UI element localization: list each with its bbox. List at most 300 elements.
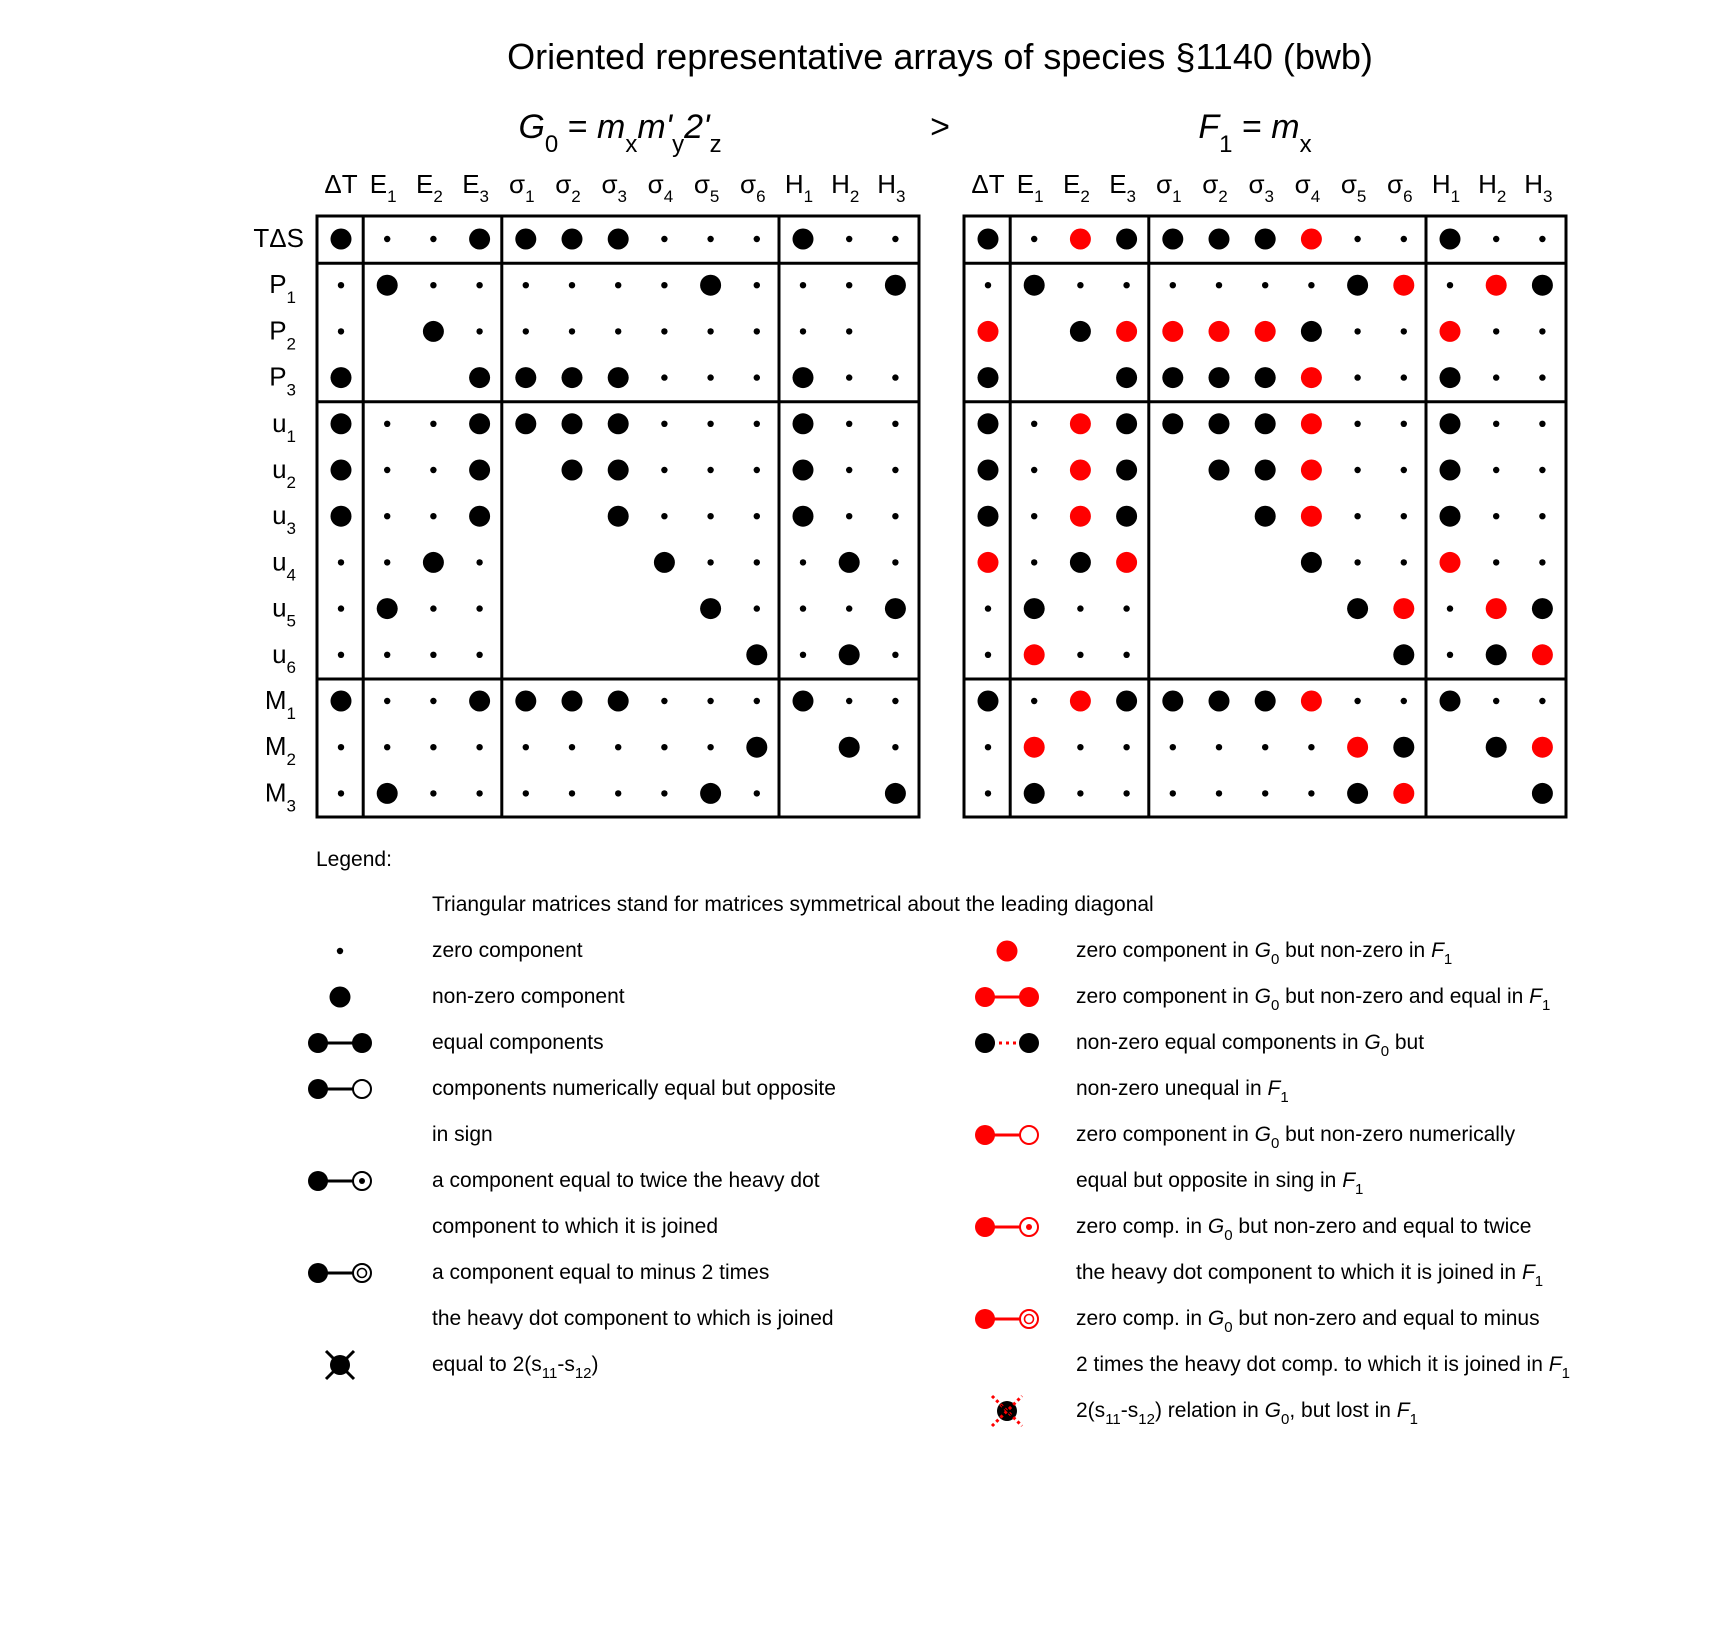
heading-g0: [518, 108, 721, 158]
legend-entry-text: non-zero component: [432, 985, 625, 1008]
zero-component-dot: [707, 744, 713, 750]
zero-component-dot: [661, 790, 667, 796]
zero-component-dot: [384, 513, 390, 519]
nonzero-component-dot: [1440, 413, 1461, 434]
zero-component-dot: [846, 328, 852, 334]
column-header: $\sigma_6$: [740, 169, 766, 206]
legend: [308, 848, 1570, 1428]
nonzero-component-dot: [423, 321, 444, 342]
zero-component-dot: [569, 328, 575, 334]
zero-component-dot: [1354, 328, 1360, 334]
nonzero-component-dot: [1209, 229, 1230, 250]
column-header: $E_3$: [1109, 169, 1137, 206]
zero-component-dot: [846, 236, 852, 242]
red-dot-circled-dot-icon: [975, 1217, 1038, 1237]
zero-component-dot: [384, 698, 390, 704]
column-header: ΔT: [971, 169, 1005, 199]
zero-component-dot: [615, 282, 621, 288]
zero-component-dot: [1123, 605, 1129, 611]
nonzero-component-dot: [793, 691, 814, 712]
nonzero-component-dot: [1116, 460, 1137, 481]
nonzero-component-dot: [746, 737, 767, 758]
nonzero-component-dot: [1162, 691, 1183, 712]
red-crossed-dot-icon: [992, 1396, 1022, 1426]
zero-component-dot: [430, 744, 436, 750]
nonzero-component-dot: [469, 691, 490, 712]
nonzero-component-dot: [608, 506, 629, 527]
changed-component-dot: [1255, 321, 1276, 342]
zero-component-dot: [1401, 698, 1407, 704]
legend-entry-text: zero comp. in $G_0$ but non-zero and equal to minus: [1076, 1307, 1540, 1336]
zero-component-dot: [661, 282, 667, 288]
zero-component-dot: [1031, 467, 1037, 473]
zero-component-dot: [1447, 652, 1453, 658]
column-header: $\sigma_3$: [1248, 169, 1274, 206]
zero-component-dot: [338, 605, 344, 611]
zero-component-dot: [1308, 790, 1314, 796]
column-header: $\sigma_2$: [1202, 169, 1228, 206]
nonzero-component-dot: [1393, 644, 1414, 665]
legend-note: Triangular matrices stand for matrices symmetrical about the leading diagonal: [432, 893, 1154, 916]
nonzero-component-dot: [377, 783, 398, 804]
changed-component-dot: [1070, 413, 1091, 434]
zero-component-dot: [1354, 698, 1360, 704]
changed-component-dot: [1532, 644, 1553, 665]
nonzero-component-dot: [515, 229, 536, 250]
nonzero-component-dot: [1116, 691, 1137, 712]
zero-component-dot: [1354, 236, 1360, 242]
heading-f1: [1198, 108, 1311, 158]
nonzero-component-dot: [1440, 691, 1461, 712]
heading-left-text: $G_0 = m_xm'_y2'_z$: [518, 108, 722, 158]
zero-component-dot: [384, 559, 390, 565]
nonzero-component-dot: [1116, 367, 1137, 388]
zero-component-dot: [661, 513, 667, 519]
column-header: $\sigma_1$: [1156, 169, 1182, 206]
column-header: $H_3$: [1524, 169, 1553, 206]
changed-component-dot: [1301, 229, 1322, 250]
nonzero-component-dot: [469, 460, 490, 481]
zero-component-dot: [476, 652, 482, 658]
zero-component-dot: [846, 513, 852, 519]
nonzero-component-dot: [1024, 598, 1045, 619]
zero-component-dot: [476, 605, 482, 611]
row-header: $u_1$: [272, 407, 296, 446]
nonzero-component-dot: [885, 783, 906, 804]
zero-component-dot: [1308, 744, 1314, 750]
nonzero-component-dot: [1116, 413, 1137, 434]
column-header: $E_2$: [415, 169, 443, 206]
zero-component-dot: [1077, 282, 1083, 288]
zero-component-dot: [1354, 467, 1360, 473]
nonzero-component-dot: [839, 737, 860, 758]
nonzero-component-dot: [515, 367, 536, 388]
nonzero-component-dot: [608, 460, 629, 481]
nonzero-component-dot: [700, 783, 721, 804]
red-dot-double-circle-icon: [975, 1309, 1038, 1329]
legend-entry-text: zero component in $G_0$ but non-zero numerically: [1076, 1123, 1516, 1152]
zero-component-dot: [892, 698, 898, 704]
nonzero-component-dot: [793, 413, 814, 434]
zero-component-dot: [523, 744, 529, 750]
zero-component-dot: [1493, 421, 1499, 427]
row-header: $u_6$: [272, 638, 296, 677]
nonzero-component-dot: [469, 506, 490, 527]
zero-component-dot: [1539, 467, 1545, 473]
zero-component-dot: [1170, 790, 1176, 796]
zero-component-dot: [661, 744, 667, 750]
zero-component-dot: [569, 790, 575, 796]
zero-component-dot: [892, 421, 898, 427]
small-dot-icon: [337, 948, 343, 954]
zero-component-dot: [1170, 744, 1176, 750]
zero-component-dot: [661, 374, 667, 380]
legend-entry-text: equal but opposite in sing in $F_1$: [1076, 1169, 1364, 1198]
nonzero-component-dot: [1440, 367, 1461, 388]
legend-entry-text: equal to $2(s_{11}-s_{12})$: [432, 1353, 599, 1382]
zero-component-dot: [800, 282, 806, 288]
nonzero-component-dot: [1255, 460, 1276, 481]
nonzero-component-dot: [608, 229, 629, 250]
legend-entry-text: equal components: [432, 1031, 604, 1054]
zero-component-dot: [754, 328, 760, 334]
column-header: $\sigma_4$: [647, 169, 674, 206]
zero-component-dot: [754, 559, 760, 565]
column-header: $H_1$: [1431, 169, 1461, 206]
nonzero-component-dot: [1255, 367, 1276, 388]
nonzero-component-dot: [331, 229, 352, 250]
zero-component-dot: [754, 374, 760, 380]
nonzero-component-dot: [562, 460, 583, 481]
zero-component-dot: [985, 282, 991, 288]
zero-component-dot: [754, 513, 760, 519]
large-dot-icon: [330, 987, 351, 1008]
zero-component-dot: [800, 605, 806, 611]
zero-component-dot: [707, 698, 713, 704]
legend-entry-text: in sign: [432, 1123, 493, 1146]
column-header: $\sigma_1$: [509, 169, 535, 206]
column-header: $\sigma_5$: [693, 169, 720, 206]
zero-component-dot: [1077, 652, 1083, 658]
row-header: TΔS: [253, 223, 304, 253]
nonzero-component-dot: [608, 413, 629, 434]
row-header: $P_1$: [269, 269, 296, 308]
zero-component-dot: [1077, 744, 1083, 750]
nonzero-component-dot: [1486, 737, 1507, 758]
zero-component-dot: [1493, 698, 1499, 704]
zero-component-dot: [1539, 421, 1545, 427]
zero-component-dot: [338, 328, 344, 334]
nonzero-component-dot: [1255, 413, 1276, 434]
zero-component-dot: [338, 790, 344, 796]
column-header: $E_1$: [369, 169, 397, 206]
legend-entry-text: non-zero equal components in $G_0$ but: [1076, 1031, 1425, 1060]
dotted-joined-dots-icon: [975, 1033, 1039, 1053]
changed-component-dot: [1486, 598, 1507, 619]
zero-component-dot: [615, 790, 621, 796]
zero-component-dot: [1123, 652, 1129, 658]
matrix-g0: [253, 169, 919, 817]
zero-component-dot: [1539, 513, 1545, 519]
zero-component-dot: [1262, 282, 1268, 288]
zero-component-dot: [1493, 467, 1499, 473]
red-joined-dots-icon: [975, 987, 1039, 1007]
zero-component-dot: [985, 605, 991, 611]
zero-component-dot: [661, 698, 667, 704]
zero-component-dot: [800, 652, 806, 658]
crossed-dot-icon: [326, 1351, 354, 1379]
changed-component-dot: [1116, 321, 1137, 342]
nonzero-component-dot: [978, 506, 999, 527]
changed-component-dot: [1301, 506, 1322, 527]
zero-component-dot: [892, 559, 898, 565]
legend-entry-text: the heavy dot component to which is joined: [432, 1307, 834, 1330]
zero-component-dot: [523, 282, 529, 288]
nonzero-component-dot: [700, 275, 721, 296]
nonzero-component-dot: [978, 367, 999, 388]
changed-component-dot: [1440, 321, 1461, 342]
zero-component-dot: [476, 744, 482, 750]
zero-component-dot: [384, 652, 390, 658]
nonzero-component-dot: [978, 229, 999, 250]
zero-component-dot: [1447, 605, 1453, 611]
nonzero-component-dot: [608, 691, 629, 712]
zero-component-dot: [1031, 698, 1037, 704]
dot-circled-dot-icon: [308, 1171, 371, 1191]
zero-component-dot: [430, 513, 436, 519]
zero-component-dot: [476, 282, 482, 288]
legend-entry-text: zero component in $G_0$ but non-zero and equal in $F_1$: [1076, 985, 1551, 1014]
zero-component-dot: [1354, 513, 1360, 519]
nonzero-component-dot: [978, 691, 999, 712]
legend-title: Legend:: [316, 848, 392, 871]
nonzero-component-dot: [331, 367, 352, 388]
zero-component-dot: [1123, 744, 1129, 750]
zero-component-dot: [338, 744, 344, 750]
changed-component-dot: [1024, 644, 1045, 665]
zero-component-dot: [430, 467, 436, 473]
zero-component-dot: [707, 374, 713, 380]
nonzero-component-dot: [1162, 413, 1183, 434]
zero-component-dot: [1493, 374, 1499, 380]
zero-component-dot: [892, 513, 898, 519]
zero-component-dot: [384, 744, 390, 750]
nonzero-component-dot: [1440, 229, 1461, 250]
nonzero-component-dot: [608, 367, 629, 388]
nonzero-component-dot: [1209, 460, 1230, 481]
legend-entry-text: $2(s_{11}-s_{12})$ relation in $G_0$, but lost in $F_1$: [1076, 1399, 1418, 1428]
zero-component-dot: [846, 374, 852, 380]
nonzero-component-dot: [1532, 783, 1553, 804]
nonzero-component-dot: [1116, 506, 1137, 527]
changed-component-dot: [978, 321, 999, 342]
zero-component-dot: [754, 421, 760, 427]
legend-entry-text: 2 times the heavy dot comp. to which it is joined in $F_1$: [1076, 1353, 1570, 1382]
row-header: $u_3$: [272, 500, 296, 539]
zero-component-dot: [430, 282, 436, 288]
zero-component-dot: [1216, 744, 1222, 750]
nonzero-component-dot: [793, 367, 814, 388]
zero-component-dot: [338, 652, 344, 658]
zero-component-dot: [569, 744, 575, 750]
zero-component-dot: [1354, 559, 1360, 565]
nonzero-component-dot: [1024, 783, 1045, 804]
zero-component-dot: [430, 236, 436, 242]
zero-component-dot: [754, 790, 760, 796]
zero-component-dot: [846, 605, 852, 611]
zero-component-dot: [384, 421, 390, 427]
zero-component-dot: [754, 282, 760, 288]
joined-dots-icon: [308, 1033, 372, 1053]
changed-component-dot: [1209, 321, 1230, 342]
zero-component-dot: [1401, 328, 1407, 334]
zero-component-dot: [430, 698, 436, 704]
zero-component-dot: [985, 744, 991, 750]
zero-component-dot: [707, 513, 713, 519]
nonzero-component-dot: [839, 644, 860, 665]
zero-component-dot: [1354, 421, 1360, 427]
changed-component-dot: [1393, 598, 1414, 619]
nonzero-component-dot: [1070, 552, 1091, 573]
zero-component-dot: [1123, 790, 1129, 796]
nonzero-component-dot: [746, 644, 767, 665]
nonzero-component-dot: [1486, 644, 1507, 665]
column-header: $H_3$: [877, 169, 906, 206]
zero-component-dot: [430, 605, 436, 611]
nonzero-component-dot: [562, 367, 583, 388]
zero-component-dot: [338, 282, 344, 288]
zero-component-dot: [1493, 328, 1499, 334]
nonzero-component-dot: [562, 691, 583, 712]
zero-component-dot: [1493, 559, 1499, 565]
legend-left-column: [308, 939, 836, 1382]
changed-component-dot: [1486, 275, 1507, 296]
nonzero-component-dot: [1347, 598, 1368, 619]
zero-component-dot: [800, 559, 806, 565]
zero-component-dot: [892, 374, 898, 380]
legend-entry-text: non-zero unequal in $F_1$: [1076, 1077, 1289, 1106]
zero-component-dot: [754, 605, 760, 611]
changed-component-dot: [1347, 737, 1368, 758]
column-header: $E_1$: [1016, 169, 1044, 206]
column-header: $H_2$: [1478, 169, 1507, 206]
changed-component-dot: [1162, 321, 1183, 342]
row-header: $M_1$: [264, 685, 296, 723]
zero-component-dot: [707, 559, 713, 565]
zero-component-dot: [846, 282, 852, 288]
zero-component-dot: [661, 467, 667, 473]
zero-component-dot: [754, 236, 760, 242]
legend-entry-text: a component equal to minus 2 times: [432, 1261, 770, 1284]
matrix-f1: [964, 169, 1566, 817]
zero-component-dot: [1077, 790, 1083, 796]
changed-component-dot: [1393, 783, 1414, 804]
changed-component-dot: [1301, 413, 1322, 434]
zero-component-dot: [1539, 328, 1545, 334]
nonzero-component-dot: [1255, 506, 1276, 527]
changed-component-dot: [1070, 229, 1091, 250]
zero-component-dot: [1401, 513, 1407, 519]
zero-component-dot: [615, 328, 621, 334]
legend-entry-text: components numerically equal but opposite: [432, 1077, 836, 1100]
nonzero-component-dot: [469, 413, 490, 434]
row-header: $P_3$: [269, 361, 296, 400]
column-header: $E_3$: [462, 169, 490, 206]
zero-component-dot: [476, 328, 482, 334]
changed-component-dot: [978, 552, 999, 573]
row-header: $M_3$: [264, 777, 296, 816]
column-header: $H_2$: [831, 169, 860, 206]
zero-component-dot: [1447, 282, 1453, 288]
zero-component-dot: [615, 744, 621, 750]
nonzero-component-dot: [1440, 506, 1461, 527]
nonzero-component-dot: [885, 275, 906, 296]
legend-entry-text: zero comp. in $G_0$ but non-zero and equal to twice: [1076, 1215, 1532, 1244]
nonzero-component-dot: [978, 460, 999, 481]
column-header: $\sigma_5$: [1340, 169, 1367, 206]
zero-component-dot: [985, 652, 991, 658]
zero-component-dot: [1493, 513, 1499, 519]
nonzero-component-dot: [1301, 321, 1322, 342]
zero-component-dot: [1031, 513, 1037, 519]
zero-component-dot: [1539, 374, 1545, 380]
zero-component-dot: [523, 790, 529, 796]
nonzero-component-dot: [469, 367, 490, 388]
zero-component-dot: [1401, 559, 1407, 565]
zero-component-dot: [384, 467, 390, 473]
relation-symbol: >: [930, 108, 950, 146]
zero-component-dot: [846, 698, 852, 704]
nonzero-component-dot: [1209, 367, 1230, 388]
nonzero-component-dot: [515, 413, 536, 434]
legend-entry-text: component to which it is joined: [432, 1215, 718, 1238]
row-header: $u_4$: [272, 546, 296, 585]
nonzero-component-dot: [793, 506, 814, 527]
zero-component-dot: [1262, 744, 1268, 750]
legend-entry-text: the heavy dot component to which it is joined in $F_1$: [1076, 1261, 1544, 1290]
row-header: $P_2$: [269, 315, 296, 354]
nonzero-component-dot: [1024, 275, 1045, 296]
zero-component-dot: [892, 236, 898, 242]
changed-component-dot: [1070, 506, 1091, 527]
nonzero-component-dot: [885, 598, 906, 619]
zero-component-dot: [430, 652, 436, 658]
column-header: $E_2$: [1062, 169, 1090, 206]
zero-component-dot: [707, 467, 713, 473]
zero-component-dot: [1031, 421, 1037, 427]
nonzero-component-dot: [793, 460, 814, 481]
red-dot-open-circle-icon: [975, 1125, 1038, 1145]
zero-component-dot: [476, 559, 482, 565]
nonzero-component-dot: [1209, 413, 1230, 434]
zero-component-dot: [846, 467, 852, 473]
zero-component-dot: [523, 328, 529, 334]
zero-component-dot: [1216, 282, 1222, 288]
nonzero-component-dot: [377, 598, 398, 619]
nonzero-component-dot: [469, 229, 490, 250]
heading-right-text: $F_1 = m_x$: [1198, 108, 1312, 158]
zero-component-dot: [754, 467, 760, 473]
nonzero-component-dot: [1532, 275, 1553, 296]
zero-component-dot: [1308, 282, 1314, 288]
changed-component-dot: [1301, 367, 1322, 388]
changed-component-dot: [1301, 460, 1322, 481]
zero-component-dot: [892, 744, 898, 750]
changed-component-dot: [1301, 691, 1322, 712]
zero-component-dot: [476, 790, 482, 796]
zero-component-dot: [985, 790, 991, 796]
red-dot-icon: [997, 941, 1018, 962]
